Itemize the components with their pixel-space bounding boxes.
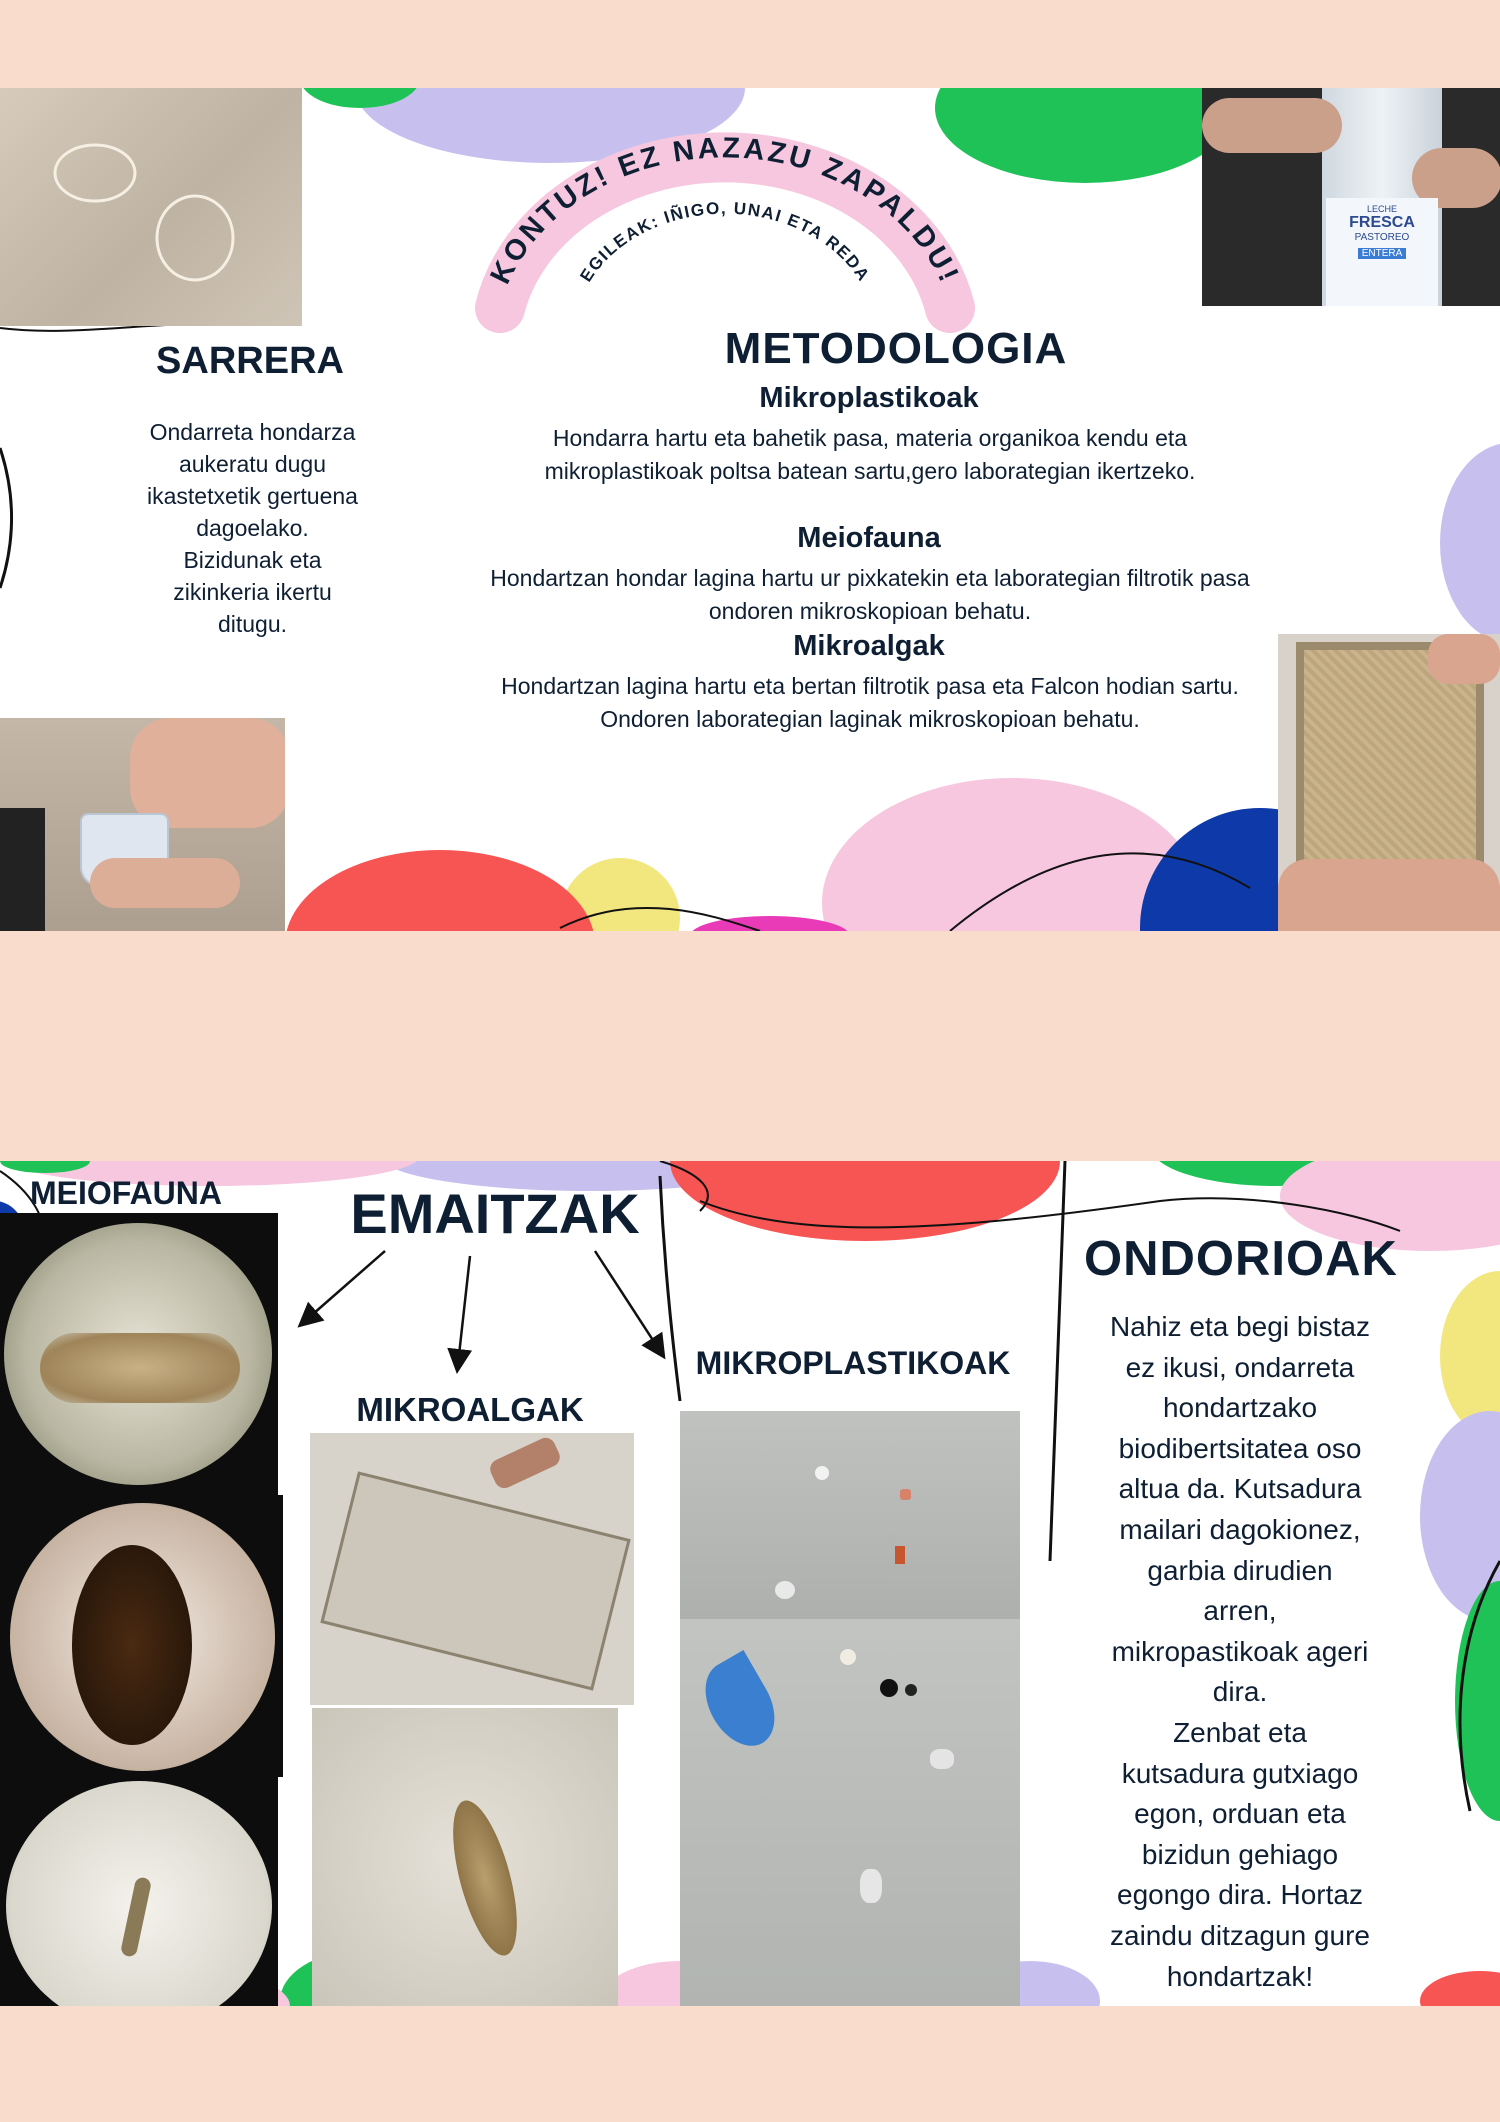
method-subheading-mikroalgak: Mikroalgak xyxy=(793,630,945,662)
meiofauna-photo-2 xyxy=(0,1495,283,1777)
metodologia-heading: METODOLOGIA xyxy=(724,324,1068,373)
mikroalgak-label: MIKROALGAK xyxy=(356,1391,584,1428)
meiofauna-photo-3 xyxy=(0,1777,278,2006)
bottle-line2: PASTOREO xyxy=(1354,232,1410,243)
title-arc-graphic xyxy=(440,118,1000,348)
sarrera-heading: SARRERA xyxy=(156,340,344,382)
ondorioak-heading: ONDORIOAK xyxy=(1084,1232,1398,1286)
mikroplastikoak-label: MIKROPLASTIKOAK xyxy=(695,1345,1011,1381)
method-subheading-mikroplastikoak: Mikroplastikoak xyxy=(759,382,979,414)
bottle-brand: LECHE xyxy=(1366,204,1397,214)
mikroalgak-photo-2 xyxy=(312,1708,618,2006)
photo-beach-container xyxy=(0,718,285,931)
method-subheading-meiofauna: Meiofauna xyxy=(797,522,941,554)
photo-milk-bottle xyxy=(1202,88,1500,306)
poster-top-panel xyxy=(0,88,1500,931)
authors-arc-text: EGILEAK: IÑIGO, UNAI ETA REDA xyxy=(576,198,874,286)
emaitzak-heading: EMAITZAK xyxy=(350,1182,640,1245)
bottle-line3: ENTERA xyxy=(1358,248,1407,259)
mikroplastikoak-photo-1 xyxy=(680,1411,1020,1619)
title-arc-text: KONTUZ! EZ NAZAZU ZAPALDU! xyxy=(484,132,966,290)
bottle-line1: FRESCA xyxy=(1349,214,1415,231)
photo-sand-threads xyxy=(0,88,302,326)
method-text-meiofauna: Hondartzan hondar lagina hartu ur pixkatekin eta laborategian filtrotik pasa ondoren mikroskopioan behatu. xyxy=(490,565,1250,624)
meiofauna-label: MEIOFAUNA xyxy=(30,1175,222,1211)
ondorioak-text: Nahiz eta begi bistaz ez ikusi, ondarreta hondartzako biodibertsitatea oso altua da. Kutsadura mailari dagokionez, garbia dirudien arren, mikropastikoak ageri dira. Zenbat eta kutsadura gutxiago egon, orduan eta bizidun gehiago egongo dira. Hortaz zaindu ditzagun gure hondartzak! xyxy=(1110,1311,1370,1992)
mikroalgak-photo-1 xyxy=(310,1433,634,1705)
mikroplastikoak-photo-2 xyxy=(680,1619,1020,2006)
meiofauna-photo-1 xyxy=(0,1213,278,1495)
method-text-mikroplastikoak: Hondarra hartu eta bahetik pasa, materia organikoa kendu eta mikroplastikoak poltsa batean sartu,gero laborategian ikertzeko. xyxy=(544,425,1196,484)
sarrera-text: Ondarreta hondarza aukeratu dugu ikastetxetik gertuena dagoelako. Bizidunak eta zikinkeria ikertu ditugu. xyxy=(147,419,358,637)
method-text-mikroalgak: Hondartzan lagina hartu eta bertan filtrotik pasa eta Falcon hodian sartu. Ondoren laborategian laginak mikroskopioan behatu. xyxy=(501,673,1239,732)
poster-bottom-panel xyxy=(0,1161,1500,2006)
